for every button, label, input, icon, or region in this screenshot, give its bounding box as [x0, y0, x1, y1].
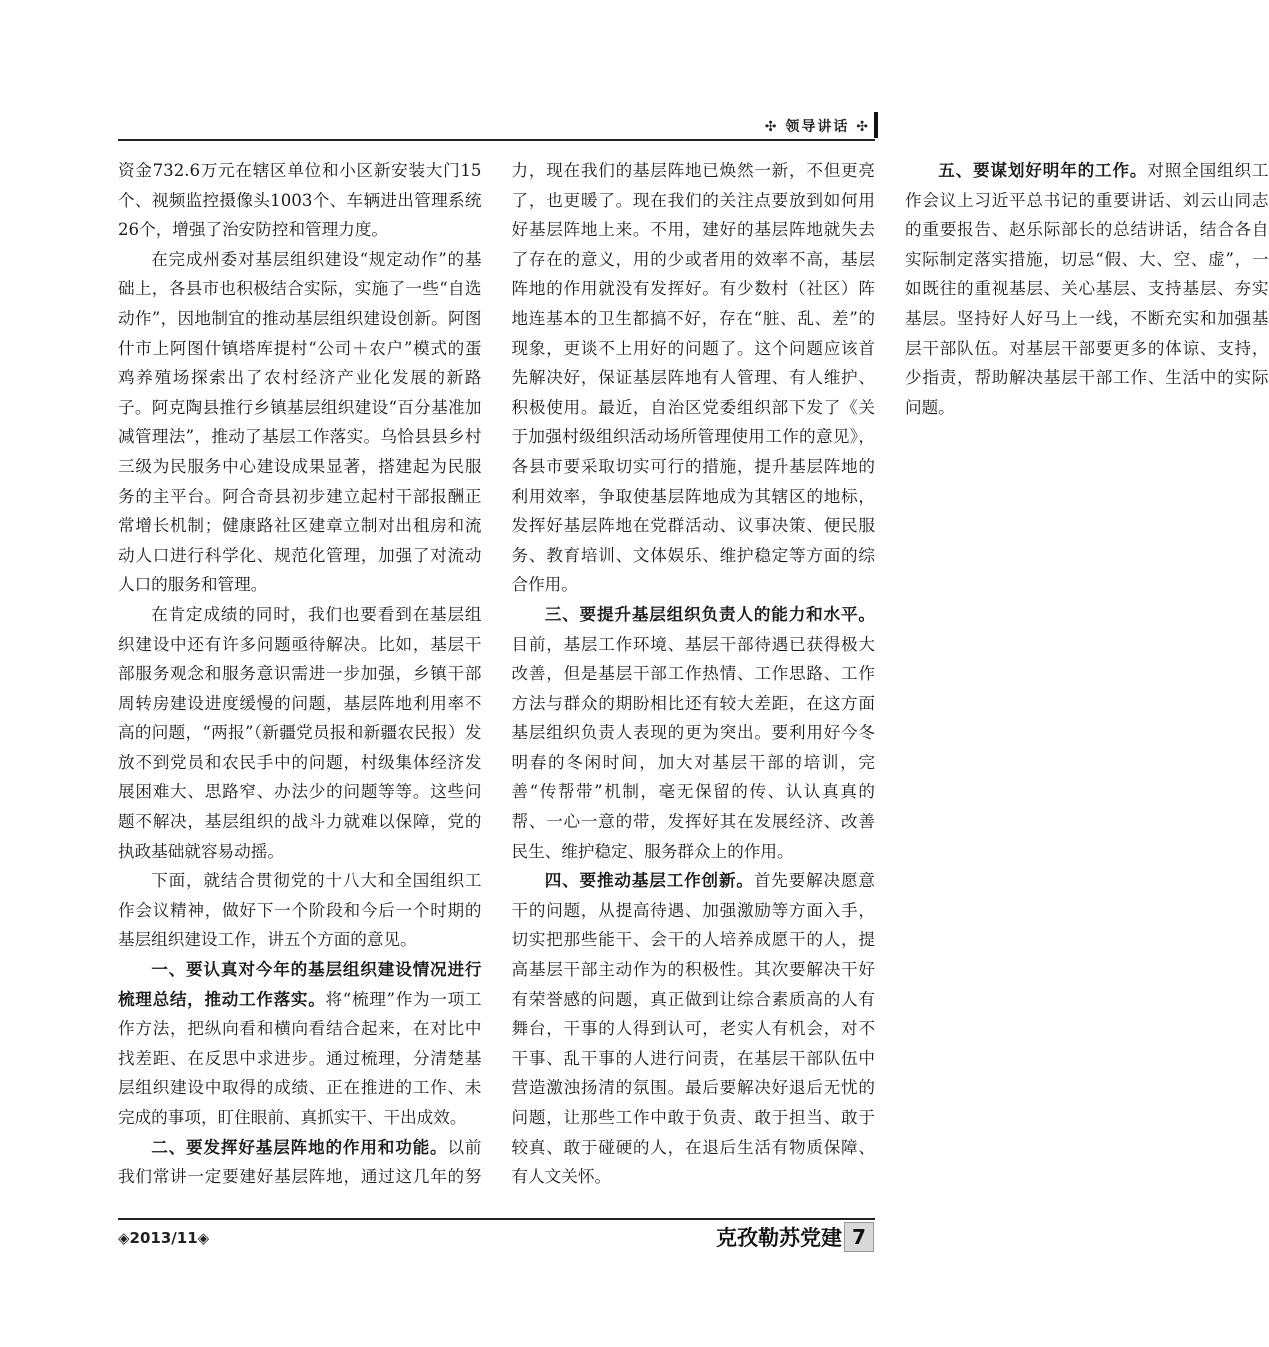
issue-date: ◈2013/11◈	[118, 1229, 210, 1247]
article-body	[118, 156, 1269, 1196]
paragraph-3	[118, 600, 482, 866]
paragraph-1-text: 资金732.6万元在辖区单位和小区新安装大门15个、视频监控摄像头1003个、车辆进出管理系统26个，增强了治安防控和管理力度。	[118, 161, 482, 240]
section-one-heading: 一、要认真对今年的基层组织建设情况进行梳理总结，推动工作落实。	[118, 960, 482, 1009]
section-one-text: 将“梳理”作为一项工作方法，把纵向看和横向看结合起来，在对比中找差距、在反思中求进步。通过梳理，分清楚基层组织建设中取得的成绩、正在推进的工作、未完成的事项，盯住眼前、真抓实干、干出成效。	[118, 989, 482, 1127]
magazine-title: 克孜勒苏党建	[716, 1226, 842, 1250]
header-mark	[874, 112, 878, 138]
section-four-heading: 四、要推动基层工作创新。	[544, 871, 754, 891]
header-rule	[118, 139, 875, 141]
section-four	[512, 866, 876, 1192]
paragraph-4-text: 下面，就结合贯彻党的十八大和全国组织工作会议精神，做好下一个阶段和今后一个时期的基层组织建设工作，讲五个方面的意见。	[118, 871, 482, 950]
section-three-heading: 三、要提升基层组织负责人的能力和水平。	[544, 604, 875, 624]
page-number: 7	[844, 1222, 874, 1252]
paragraph-2	[118, 245, 482, 600]
paragraph-2-text: 在完成州委对基层组织建设“规定动作”的基础上，各县市也积极结合实际，实施了一些“自选动作”，因地制宜的推动基层组织建设创新。阿图什市上阿图什镇塔库提村“公司＋农户”模式的蛋鸡养殖场探索出了农村经济产业化发展的新路子。阿克陶县推行乡镇基层组织建设“百分基准加减管理法”，推动了基层工作落实。乌恰县县乡村三级为民服务中心建设成果显著，搭建起为民服务的主平台。阿合奇县初步建立起村干部报酬正常增长机制；健康路社区建章立制对出租房和流动人口进行科学化、规范化管理，加强了对流动人口的服务和管理。	[118, 249, 482, 595]
paragraph-4	[118, 866, 482, 955]
section-label: ✣ 领导讲话 ✣	[764, 119, 870, 135]
footer-rule	[118, 1218, 875, 1220]
section-five-heading: 五、要谋划好明年的工作。	[938, 161, 1148, 180]
section-five	[905, 156, 1269, 422]
section-four-text: 首先要解决愿意干的问题，从提高待遇、加强激励等方面入手，切实把那些能干、会干的人培养成愿干的人，提高基层干部主动作为的积极性。其次要解决干好有荣誉感的问题，真正做到让综合素质高的人有舞台，干事的人得到认可，老实人有机会，对不干事、乱干事的人进行问责，在基层干部队伍中营造激浊扬清的氛围。最后要解决好退后无忧的问题，让那些工作中敢于负责、敢于担当、敢于较真、敢于碰硬的人，在退后生活有物质保障、有人文关怀。	[511, 871, 876, 1187]
section-two-text: 以前我们常讲一定要建好基层阵地，通过这几年的努力，现在我们的基层阵地已焕然一新，不但更亮了，也更暖了。现在我们的关注点要放到如何用好基层阵地上来。不用，建好的基层阵地就失去了存在的意义，用的少或者用的效率不高，基层阵地的作用就没有发挥好。有少数村（社区）阵地连基本的卫生都搞不好，存在“脏、乱、差”的现象，更谈不上用好的问题了。这个问题应该首先解决好，保证基层阵地有人管理、有人维护、积极使用。最近，自治区党委组织部下发了《关于加强村级组织活动场所管理使用工作的意见》，各县市要采取切实可行的措施，提升基层阵地的利用效率，争取使基层阵地成为其辖区的地标，发挥好基层阵地在党群活动、议事决策、便民服务、教育培训、文体娱乐、维护稳定等方面的综合作用。	[118, 161, 875, 1187]
paragraph-1	[118, 156, 482, 245]
paragraph-3-text: 在肯定成绩的同时，我们也要看到在基层组织建设中还有许多问题亟待解决。比如，基层干部服务观念和服务意识需进一步加强，乡镇干部周转房建设进度缓慢的问题，基层阵地利用率不高的问题，“两报”（新疆党员报和新疆农民报）发放不到党员和农民手中的问题，村级集体经济发展困难大、思路窄、办法少的问题等等。这些问题不解决，基层组织的战斗力就难以保障，党的执政基础就容易动摇。	[118, 604, 482, 861]
section-two-heading: 二、要发挥好基层阵地的作用和功能。	[151, 1137, 448, 1157]
section-three	[512, 600, 876, 866]
section-five-text: 对照全国组织工作会议上习近平总书记的重要讲话、刘云山同志的重要报告、赵乐际部长的总结讲话，结合各自实际制定落实措施，切忌“假、大、空、虚”，一如既往的重视基层、关心基层、支持基层、夯实基层。坚持好人好马上一线，不断充实和加强基层干部队伍。对基层干部要更多的体谅、支持，少指责，帮助解决基层干部工作、生活中的实际问题。	[905, 161, 1269, 417]
section-three-text: 目前，基层工作环境、基层干部待遇已获得极大改善，但是基层干部工作热情、工作思路、工作方法与群众的期盼相比还有较大差距，在这方面基层组织负责人表现的更为突出。要利用好今冬明春的冬闲时间，加大对基层干部的培训，完善“传帮带”机制，毫无保留的传、认认真真的帮、一心一意的带，发挥好其在发展经济、改善民生、维护稳定、服务群众上的作用。	[511, 634, 875, 861]
section-one	[118, 955, 482, 1133]
